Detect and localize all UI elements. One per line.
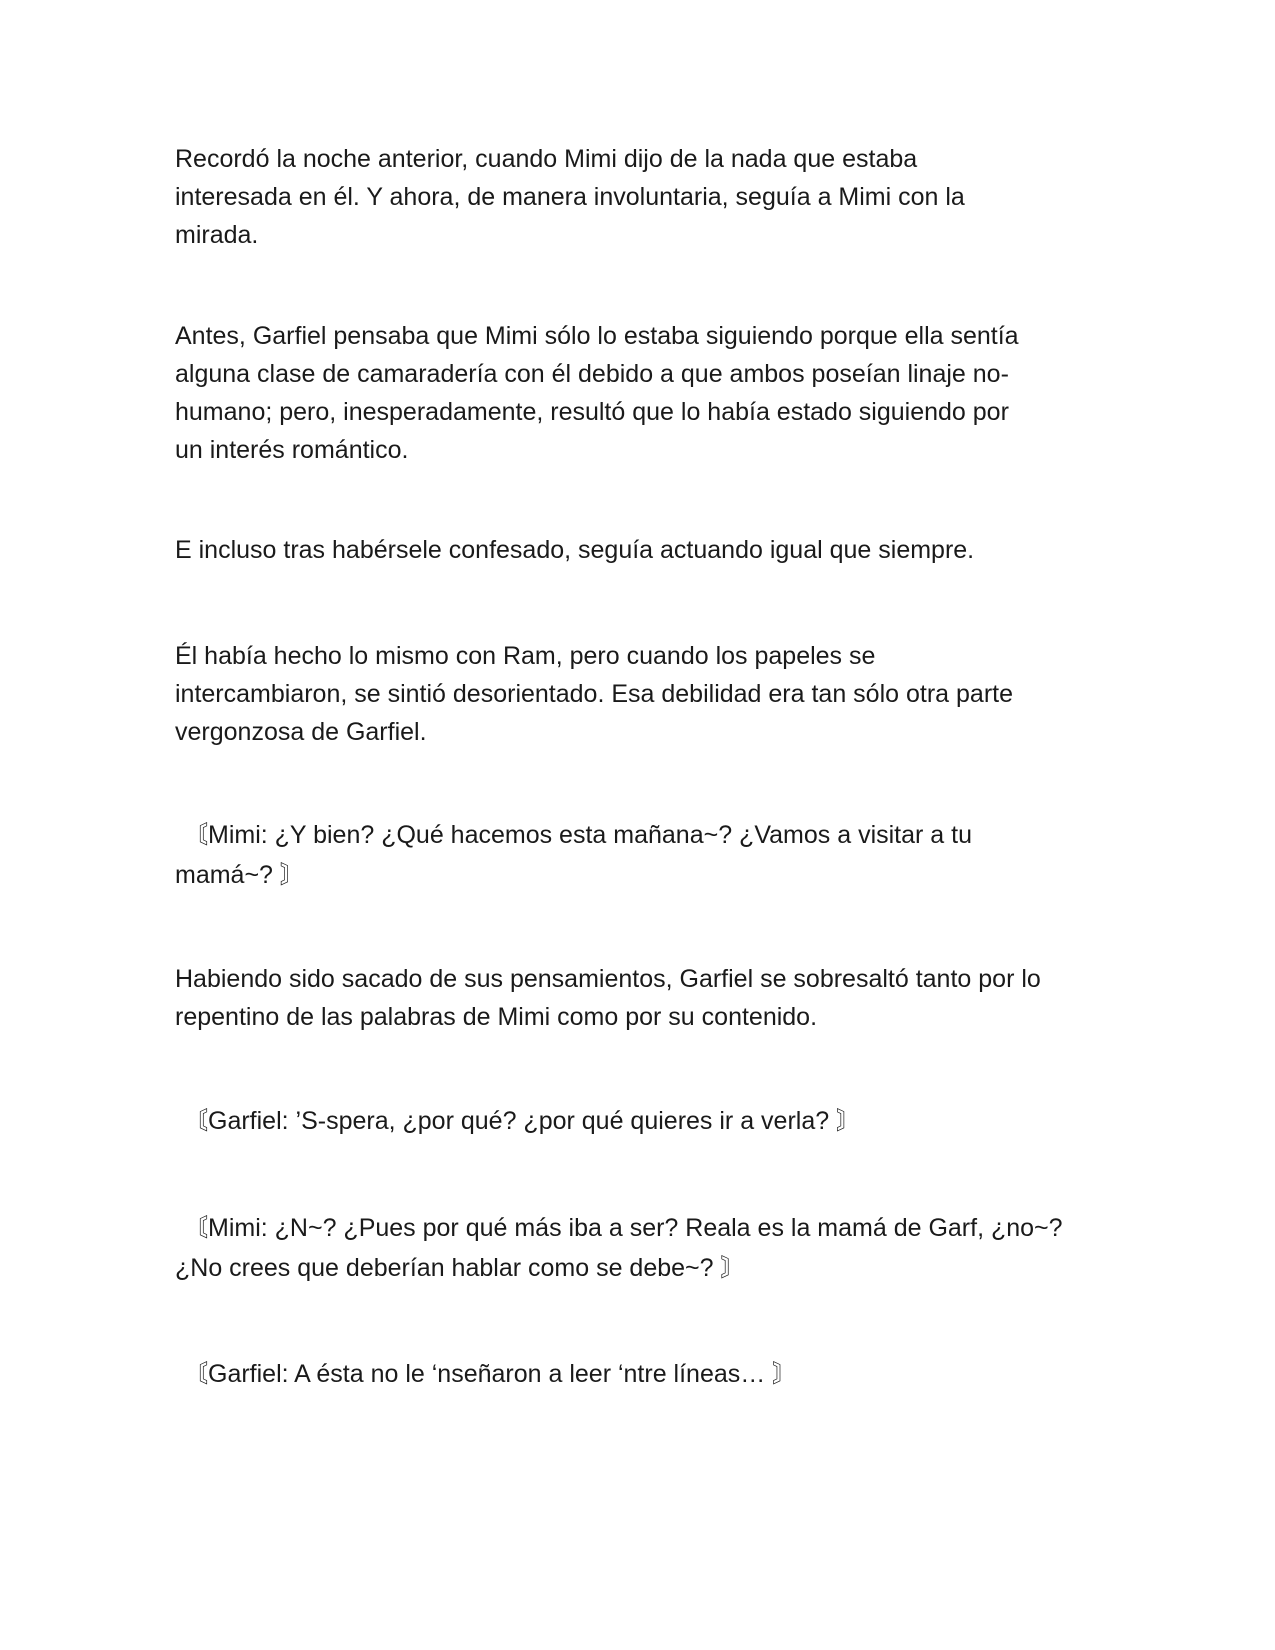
text-line: mirada.	[175, 221, 259, 249]
paragraph-narration	[175, 637, 1095, 751]
text-line: 〘Garfiel: A ésta no le ‘nseñaron a leer ‘ntre líneas… 〙	[183, 1360, 798, 1388]
paragraph-dialogue	[175, 815, 1095, 895]
text-line: E incluso tras habérsele confesado, seguía actuando igual que siempre.	[175, 536, 975, 564]
text-line: Habiendo sido sacado de sus pensamientos, Garfiel se sobresaltó tanto por lo	[175, 965, 1041, 993]
text-line: repentino de las palabras de Mimi como por su contenido.	[175, 1003, 818, 1031]
text-line: Antes, Garfiel pensaba que Mimi sólo lo estaba siguiendo porque ella sentía	[175, 322, 1019, 350]
text-line: humano; pero, inesperadamente, resultó que lo había estado siguiendo por	[175, 398, 1009, 426]
text-line: Recordó la noche anterior, cuando Mimi dijo de la nada que estaba	[175, 145, 918, 173]
text-line: Él había hecho lo mismo con Ram, pero cuando los papeles se	[175, 642, 876, 670]
text-line: un interés romántico.	[175, 436, 409, 464]
paragraph-narration	[175, 531, 1095, 569]
paragraph-narration	[175, 317, 1095, 469]
paragraph-dialogue	[175, 1208, 1095, 1288]
text-line: alguna clase de camaradería con él debido a que ambos poseían linaje no-	[175, 360, 1009, 388]
text-line: ¿No crees que deberían hablar como se debe~? 〙	[175, 1254, 746, 1282]
text-line: mamá~? 〙	[175, 861, 305, 889]
text-line: intercambiaron, se sintió desorientado. Esa debilidad era tan sólo otra parte	[175, 680, 1014, 708]
text-line: 〘Garfiel: ’S-spera, ¿por qué? ¿por qué quieres ir a verla? 〙	[183, 1107, 862, 1135]
paragraph-dialogue	[175, 1355, 1095, 1393]
paragraph-narration	[175, 960, 1095, 1036]
text-line: 〘Mimi: ¿N~? ¿Pues por qué más iba a ser? Reala es la mamá de Garf, ¿no~?	[183, 1214, 1063, 1242]
text-line: interesada en él. Y ahora, de manera involuntaria, seguía a Mimi con la	[175, 183, 965, 211]
text-line: 〘Mimi: ¿Y bien? ¿Qué hacemos esta mañana~? ¿Vamos a visitar a tu	[183, 821, 973, 849]
text-line: vergonzosa de Garfiel.	[175, 718, 427, 746]
paragraph-narration	[175, 140, 1095, 254]
paragraph-dialogue	[175, 1102, 1095, 1140]
